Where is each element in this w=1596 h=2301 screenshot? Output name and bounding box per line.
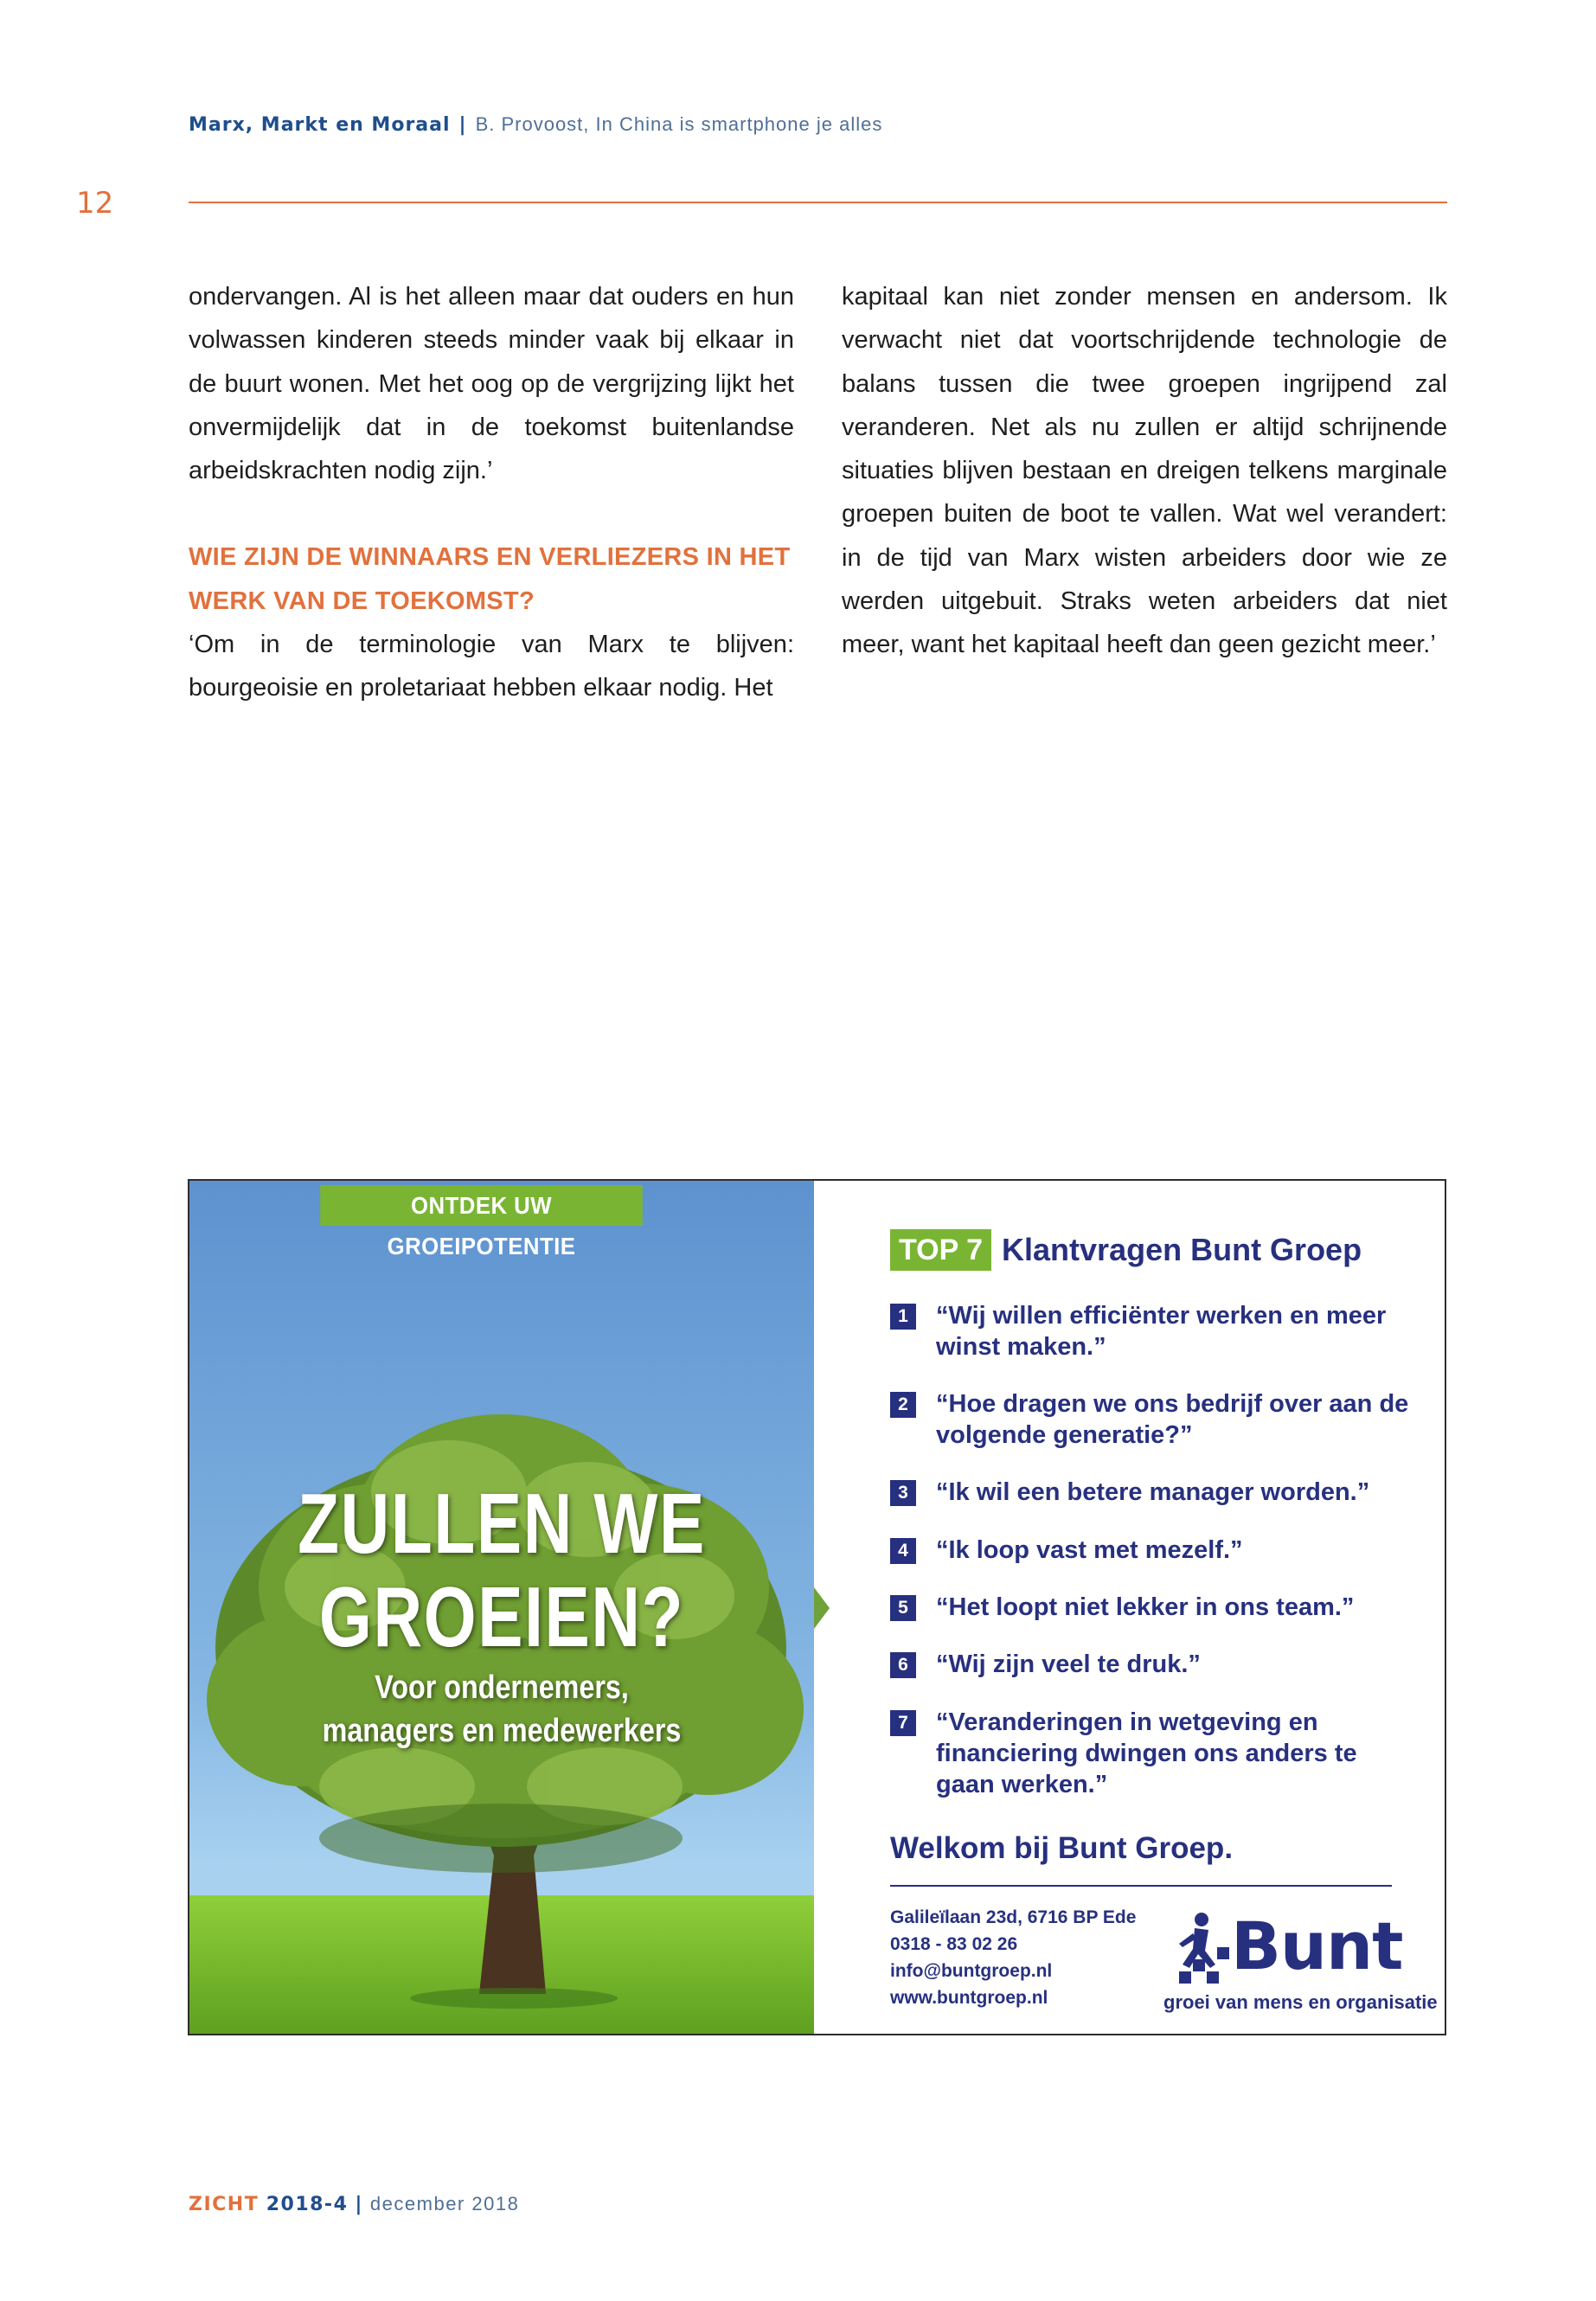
footer-separator: | [355,2194,363,2215]
ad-text-panel [814,1181,1445,2034]
top7-title: Klantvragen Bunt Groep [1002,1232,1362,1267]
contact-address: Galileïlaan 23d, 6716 BP Ede [890,1907,1137,1927]
page-number: 12 [76,186,114,221]
article-column-right [842,275,1447,667]
bunt-logo [1160,1907,1438,2020]
article-paragraph: ondervangen. Al is het alleen maar dat ouders en hun volwassen kinderen steeds minder vaak bij elkaar in de buurt wonen. Met het oog op de vergrijzing lijkt het onvermijdelijk dat in de toekomst buitenlandse arbeidskrachten nodig zijn.’ [189,283,794,485]
question-number: 7 [890,1710,916,1736]
climbing-figure-icon [1163,1911,1233,1989]
question-number: 4 [890,1538,916,1564]
section-heading: WIE ZIJN DE WINNAARS EN VERLIEZERS IN HET WERK VAN DE TOEKOMST? [189,543,791,615]
magazine-title: Marx, Markt en Moraal [189,114,451,136]
article-paragraph: ‘Om in de terminologie van Marx te blijven: bourgeoisie en proletariaat hebben elkaar nodig. Het [189,631,794,702]
top7-heading [890,1229,1362,1271]
running-header [189,113,882,136]
question-text: “Ik wil een betere manager worden.” [936,1478,1370,1506]
question-text: “Het loopt niet lekker in ons team.” [936,1593,1355,1621]
question-text: “Veranderingen in wetgeving en financiering dwingen ons anders te gaan werken.” [936,1708,1357,1798]
paragraph-gap [189,492,794,535]
article-paragraph: kapitaal kan niet zonder mensen en andersom. Ik verwacht niet dat voortschrijdende technologie de balans tussen die twee groepen ingrijpend zal veranderen. Net als nu zullen er altijd schrijnende situaties blijven bestaan en dreigen telkens marginale groepen buiten de boot te vallen. Wat wel verandert: in de tijd van Marx wisten arbeiders door wie ze werden uitgebuit. Straks weten arbeiders dat niet meer, want het kapitaal heeft dan geen gezicht meer.’ [842,283,1447,659]
contact-phone: 0318 - 83 02 26 [890,1934,1018,1954]
ad-subheadline-line-1: Voor ondernemers, [375,1670,629,1706]
welcome-text: Welkom bij Bunt Groep. [890,1831,1234,1865]
footer-brand: ZICHT [189,2194,260,2215]
contact-email[interactable]: info@buntgroep.nl [890,1961,1053,1981]
ad-subheadline-line-2: managers en medewerkers [322,1713,682,1749]
article-column-left [189,275,794,710]
contact-block [890,1904,1136,2011]
header-rule [189,202,1447,203]
ad-headline-line-2: GROEIEN? [318,1569,685,1664]
ad-divider [890,1885,1392,1887]
question-text: “Hoe dragen we ons bedrijf over aan de volgende generatie?” [936,1390,1409,1449]
question-text: “Wij zijn veel te druk.” [936,1650,1201,1678]
question-number: 3 [890,1480,916,1506]
question-number: 5 [890,1595,916,1621]
question-text: “Ik loop vast met mezelf.” [936,1536,1243,1564]
logo-tagline: groei van mens en organisatie [1163,1991,1438,2013]
footer-issue: 2018-4 [266,2194,349,2215]
question-number: 1 [890,1304,916,1330]
top7-badge: TOP 7 [890,1229,991,1271]
question-number: 6 [890,1652,916,1678]
bunt-advertisement [188,1179,1446,2035]
ad-tag-label: ONTDEK UW GROEIPOTENTIE [320,1185,643,1226]
ad-headline-line-1: ZULLEN WE [298,1476,706,1571]
footer-date: december 2018 [369,2193,520,2214]
contact-website[interactable]: www.buntgroep.nl [890,1988,1048,2008]
page-footer [189,2193,519,2215]
ad-tree-image [189,1181,814,2034]
article-reference: B. Provoost, In China is smartphone je alles [475,113,883,135]
logo-wordmark: Bunt [1231,1907,1403,1984]
question-text: “Wij willen efficiënter werken en meer winst maken.” [936,1302,1387,1361]
question-number: 2 [890,1392,916,1418]
header-separator: | [458,114,467,136]
